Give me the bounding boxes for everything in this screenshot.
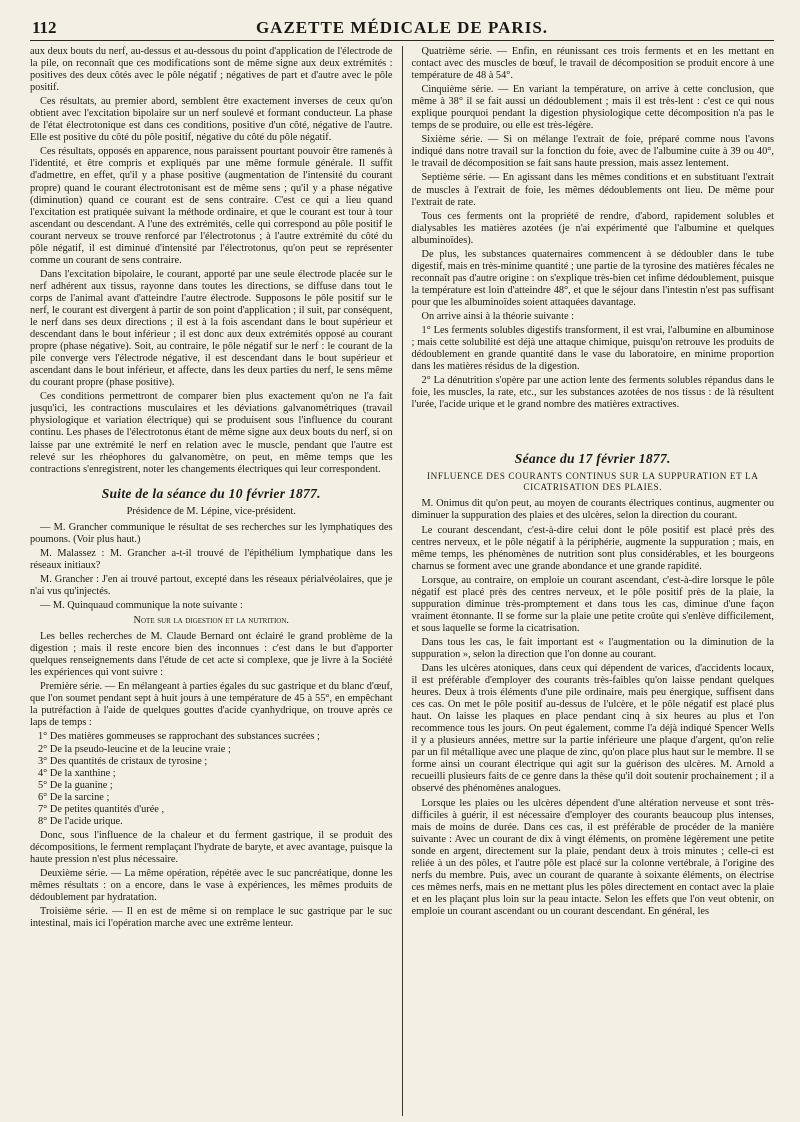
- paragraph: Dans tous les cas, le fait important est « l'augmentation ou la diminution de la suppuration », selon la direction que l'on donne au courant.: [411, 636, 774, 660]
- list-item: 4° De la xanthine ;: [38, 767, 116, 779]
- columns: [30, 46, 774, 1116]
- list-item: 5° De la guanine ;: [38, 779, 113, 791]
- paragraph: 2° La dénutrition s'opère par une action lente des ferments solubles répandus dans le foie, les muscles, la rate, etc., sur les substances azotées de nos tissus : de là résultent l'urée, l'acide urique et le grand nombre des matières extractives.: [411, 375, 774, 411]
- paragraph: Quatrième série. — Enfin, en réunissant ces trois ferments et en les mettant en contact avec des muscles de bœuf, le travail de décomposition se produit encore à une température de 48 à 54°.: [411, 46, 774, 82]
- paragraph: M. Grancher : J'en ai trouvé partout, excepté dans les réseaux périalvéolaires, que je n'ai vus qu'injectés.: [30, 573, 393, 597]
- page-header: [30, 14, 774, 41]
- paragraph: Donc, sous l'influence de la chaleur et du ferment gastrique, il se produit des décompositions, le ferment remplaçant l'hydrate de baryte, et avec avantage, puisque la haute pression n'est plus nécessaire.: [30, 829, 393, 865]
- paragraph: Cinquième série. — En variant la température, on arrive à cette conclusion, que même à 38° il se fait aussi un dédoublement ; mais il est très-lent : c'est ce qui nous explique pourquoi pendant la digestion physiologique cette décomposition n'a pas le temps de se produire, ou elle est très-légère.: [411, 84, 774, 132]
- presidence-line: Présidence de M. Lépine, vice-président.: [126, 505, 296, 517]
- paragraph: Le courant descendant, c'est-à-dire celui dont le pôle positif est placé près des centres nerveux, et le pôle négatif à la périphérie, augmente la suppuration ; mais, en même temps, les phénomènes de nutrition sont plus considérables, et les bourgeons charnus se forment avec une grande abondance et une grande rapidité.: [411, 524, 774, 572]
- paragraph: — M. Quinquaud communique la note suivante :: [40, 600, 243, 612]
- journal-title: GAZETTE MÉDICALE DE PARIS.: [255, 18, 549, 37]
- paragraph: Troisième série. — Il en est de même si on remplace le suc gastrique par le suc intestinal, mais ici l'opération marche avec une extrême lenteur.: [30, 906, 393, 930]
- spacer: [411, 413, 774, 441]
- section-heading: Séance du 17 février 1877.: [514, 451, 671, 467]
- list-item: 2° De la pseudo-leucine et de la leucine vraie ;: [38, 743, 231, 755]
- paragraph: Lorsque les plaies ou les ulcères dépendent d'une altération nerveuse et sont très-difficiles à guérir, il est nécessaire d'employer des courants beaucoup plus intenses, mais de moins de durée. Dans ces cas, il est préférable de procéder de la manière suivante : Avec un courant de dix à vingt éléments, on promène légèrement une petite sonde en argent, directement sur la plaie, pendant deux à trois minutes ; celle-ci est reliée à un des pôles, et l'autre pôle est placé sur la colonne vertébrale, à l'origine des nerfs du membre. Puis, avec un courant de quarante à soixante éléments, on électrise ces mêmes nerfs, mais en ne mettant plus les pôles directement en contact avec la plaie et en les plaçant plus loin sur la peau intacte. Selon les effets que l'on veut obtenir, on emploie un courant ascendant ou un courant descendant. En général, les: [411, 797, 774, 917]
- paragraph: M. Onimus dit qu'on peut, au moyen de courants électriques continus, augmenter ou diminuer la suppuration des plaies et des ulcères, selon la direction du courant.: [411, 498, 774, 522]
- paragraph: Ces conditions permettront de comparer bien plus exactement qu'on ne l'a fait jusqu'ici, les contractions musculaires et les déviations galvanométriques (travail physiologique et variation électrique) qui se produisent sous l'influence du courant continu. Les phases de l'électrotonus étant de même signe aux deux bouts du nerf, si on laisse par une extrémité le nerf en relation avec le muscle, pendant que l'autre est relevé sur les rhéophores du galvanomètre, on peut, en même temps que les contractions s'enregistrent, noter les changements électriques qui leur correspondent.: [30, 391, 393, 475]
- list-item: 8° De l'acide urique.: [38, 815, 123, 827]
- paragraph: Ces résultats, opposés en apparence, nous paraissent pourtant pouvoir être ramenés à l'identité, et être compris et expliqués par une même formule générale. Il suffit d'admettre, en effet, qu'il y a phase positive (augmentation de l'intensité du courant propre) quand le courant électrotonisant est de même sens ; qu'il y a phase négative (diminution) quand ce courant est de sens contraire. C'est ce qui a lieu quand l'excitation est pratiquée suivant la méthode ordinaire, et que le courant est tour à tour ascendant ou descendant. A l'une des extrémités, celle qui correspond au pôle positif le courant nerveux se trouve renforcé par l'électrotonus ; à l'autre extrémité du côté du pôle négatif, il est diminué d'intensité par l'électrotonus, qu'on peut se représenter comme un courant de sens contraire.: [30, 146, 393, 266]
- left-column: [30, 46, 402, 1116]
- paragraph: Dans l'excitation bipolaire, le courant, apporté par une seule électrode placée sur le nerf adhérent aux tissus, rayonne dans toutes les directions, se diffuse dans tout le corps de l'animal avant d'atteindre l'autre électrode. Supposons le pôle positif sur le nerf, le courant est divergent à partir de son point d'application ; il suit, par conséquent, le nerf dans ses deux directions ; il est à la fois ascendant dans le bout supérieur et descendant dans le bout inférieur ; il est donc aux deux extrémités opposé au courant propre (phase négative). Soit, au contraire, le pôle négatif sur le nerf : le courant de la pile converge vers l'électrode négative, il est descendant dans le bout supérieur et ascendant dans le bout inférieur, et affecte, dans les deux parties du nerf, le sens même du courant propre (phase positive).: [30, 268, 393, 389]
- products-list: [30, 731, 393, 827]
- list-item: 1° Des matières gommeuses se rapprochant des substances sucrées ;: [38, 731, 320, 743]
- page-number: 112: [32, 18, 57, 37]
- paragraph: Sixième série. — Si on mélange l'extrait de foie, préparé comme nous l'avons indiqué dans notre travail sur la fonction du foie, avec de l'albumine cuite à 39 ou 40°, le travail de décomposition se fait sans haute pression, mais assez lentement.: [411, 134, 774, 170]
- paragraph: On arrive ainsi à la théorie suivante :: [421, 310, 574, 322]
- list-item: 7° De petites quantités d'urée ,: [38, 803, 165, 815]
- section-heading: Suite de la séance du 10 février 1877.: [101, 485, 321, 501]
- paragraph: Septième série. — En agissant dans les mêmes conditions et en substituant l'extrait de muscles à l'extrait de foie, les mêmes dédoublements ont lieu. De même pour l'extrait de rate.: [411, 172, 774, 208]
- paragraph: Lorsque, au contraire, on emploie un courant ascendant, c'est-à-dire lorsque le pôle négatif est placé près des centres nerveux, et le pôle positif près de la plaie, la suppuration diminue très-promptement et dans tous les cas, diminue d'une façon vraiment étonnante. Il se forme sur la plaie une petite croûte qui s'enlève difficilement, et sous laquelle se forme la cicatrisation.: [411, 574, 774, 634]
- paragraph: Dans les ulcères atoniques, dans ceux qui dépendent de varices, d'accidents locaux, il est préférable d'employer des courants très-faibles qu'on laisse pendant quelques heures. Deux à trois éléments d'une pile ordinaire, mais peu énergique, suffisent dans ces cas. On met le pôle positif au-dessus de l'ulcère, et le pôle négatif est placé plus haut. On laisse les plaques en place pendant cinq à six heures au plus et l'on recommence tous les jours. On peut également, comme l'a déjà indiqué Spencer Wells il y a plusieurs années, mettre sur la partie inférieure une plaque d'argent, qu'on relie par un fil métallique avec une plaque de zinc, qu'on place plus haut sur le membre. Il se forme ainsi un courant électrique qui agit sur la guérison des ulcères. M. Arnold a recueilli plusieurs faits de ce genre dans la thèse qu'il doit soutenir prochainement ; il a observé des phénomènes analogues.: [411, 663, 774, 795]
- right-column: [402, 46, 774, 1116]
- paragraph: De plus, les substances quaternaires commencent à se dédoubler dans le tube digestif, mais en très-minime quantité ; une partie de la tyrosine des matières fécales ne reconnaît pas d'autre origine : on s'explique très-bien cet infime dédoublement, puisque la température est loin d'atteindre 48°, et que le séjour dans l'intestin n'est pas suffisant pour que les albuminoïdes soient attaquées davantage.: [411, 248, 774, 308]
- list-item: 3° Des quantités de cristaux de tyrosine ;: [38, 755, 208, 767]
- paragraph: 1° Les ferments solubles digestifs transforment, il est vrai, l'albumine en albuminose ; mais cette solubilité est déjà une attaque chimique, puisqu'on retrouve les produits de dédoublement en grande quantité dans le vase du laboratoire, en minime proportion dans les matières résidus de la digestion.: [411, 325, 774, 373]
- paragraph: Deuxième série. — La même opération, répétée avec le suc pancréatique, donne les mêmes résultats : on a encore, dans le vase à expériences, les mêmes produits de dédoublement par hydratation.: [30, 868, 393, 904]
- paragraph: Les belles recherches de M. Claude Bernard ont éclairé le grand problème de la digestion ; mais il reste encore bien des inconnues : c'est dans le but d'apporter quelques renseignements dans l'étude de cet acte si complexe, que je livre à la Société les expériences qui vont suivre :: [30, 631, 393, 679]
- paragraph: Première série. — En mélangeant à parties égales du suc gastrique et du blanc d'œuf, que l'on soumet pendant sept à huit jours à une température de 45 à 55°, en empêchant la putréfaction à l'aide de quelques gouttes d'acide cyanhydrique, on trouve après ce laps de temps :: [30, 681, 393, 729]
- list-item: 6° De la sarcine ;: [38, 791, 110, 803]
- paragraph: Ces résultats, au premier abord, semblent être exactement inverses de ceux qu'on obtient avec l'excitation bipolaire sur un nerf soulevé et formant conducteur. La phase de l'état électrotonique est dans ces conditions, positive d'un côté, négative de l'autre. Elle est positive du côté du pôle positif, négative du côté du pôle négatif.: [30, 96, 393, 144]
- paragraph: Tous ces ferments ont la propriété de rendre, d'abord, rapidement solubles et dialysables les matières azotées (je n'ai expérimenté que l'albumine et quelques albuminoïdes).: [411, 210, 774, 246]
- paragraph: aux deux bouts du nerf, au-dessus et au-dessous du point d'application de l'électrode de la pile, on reconnaît que ces modifications sont de même signe aux deux extrémités : positives des deux côtés avec le pôle négatif ; négatives de part et d'autre avec le pôle positif.: [30, 46, 393, 94]
- paragraph: M. Malassez : M. Grancher a-t-il trouvé de l'épithélium lymphatique dans les réseaux initiaux?: [30, 547, 393, 571]
- paragraph: — M. Grancher communique le résultat de ses recherches sur les lymphatiques des poumons. (Voir plus haut.): [30, 521, 393, 545]
- note-title: Note sur la digestion et la nutrition.: [133, 615, 289, 627]
- article-subheading: INFLUENCE DES COURANTS CONTINUS SUR LA SUPPURATION ET LA CICATRISATION DES PLAIES.: [426, 471, 759, 493]
